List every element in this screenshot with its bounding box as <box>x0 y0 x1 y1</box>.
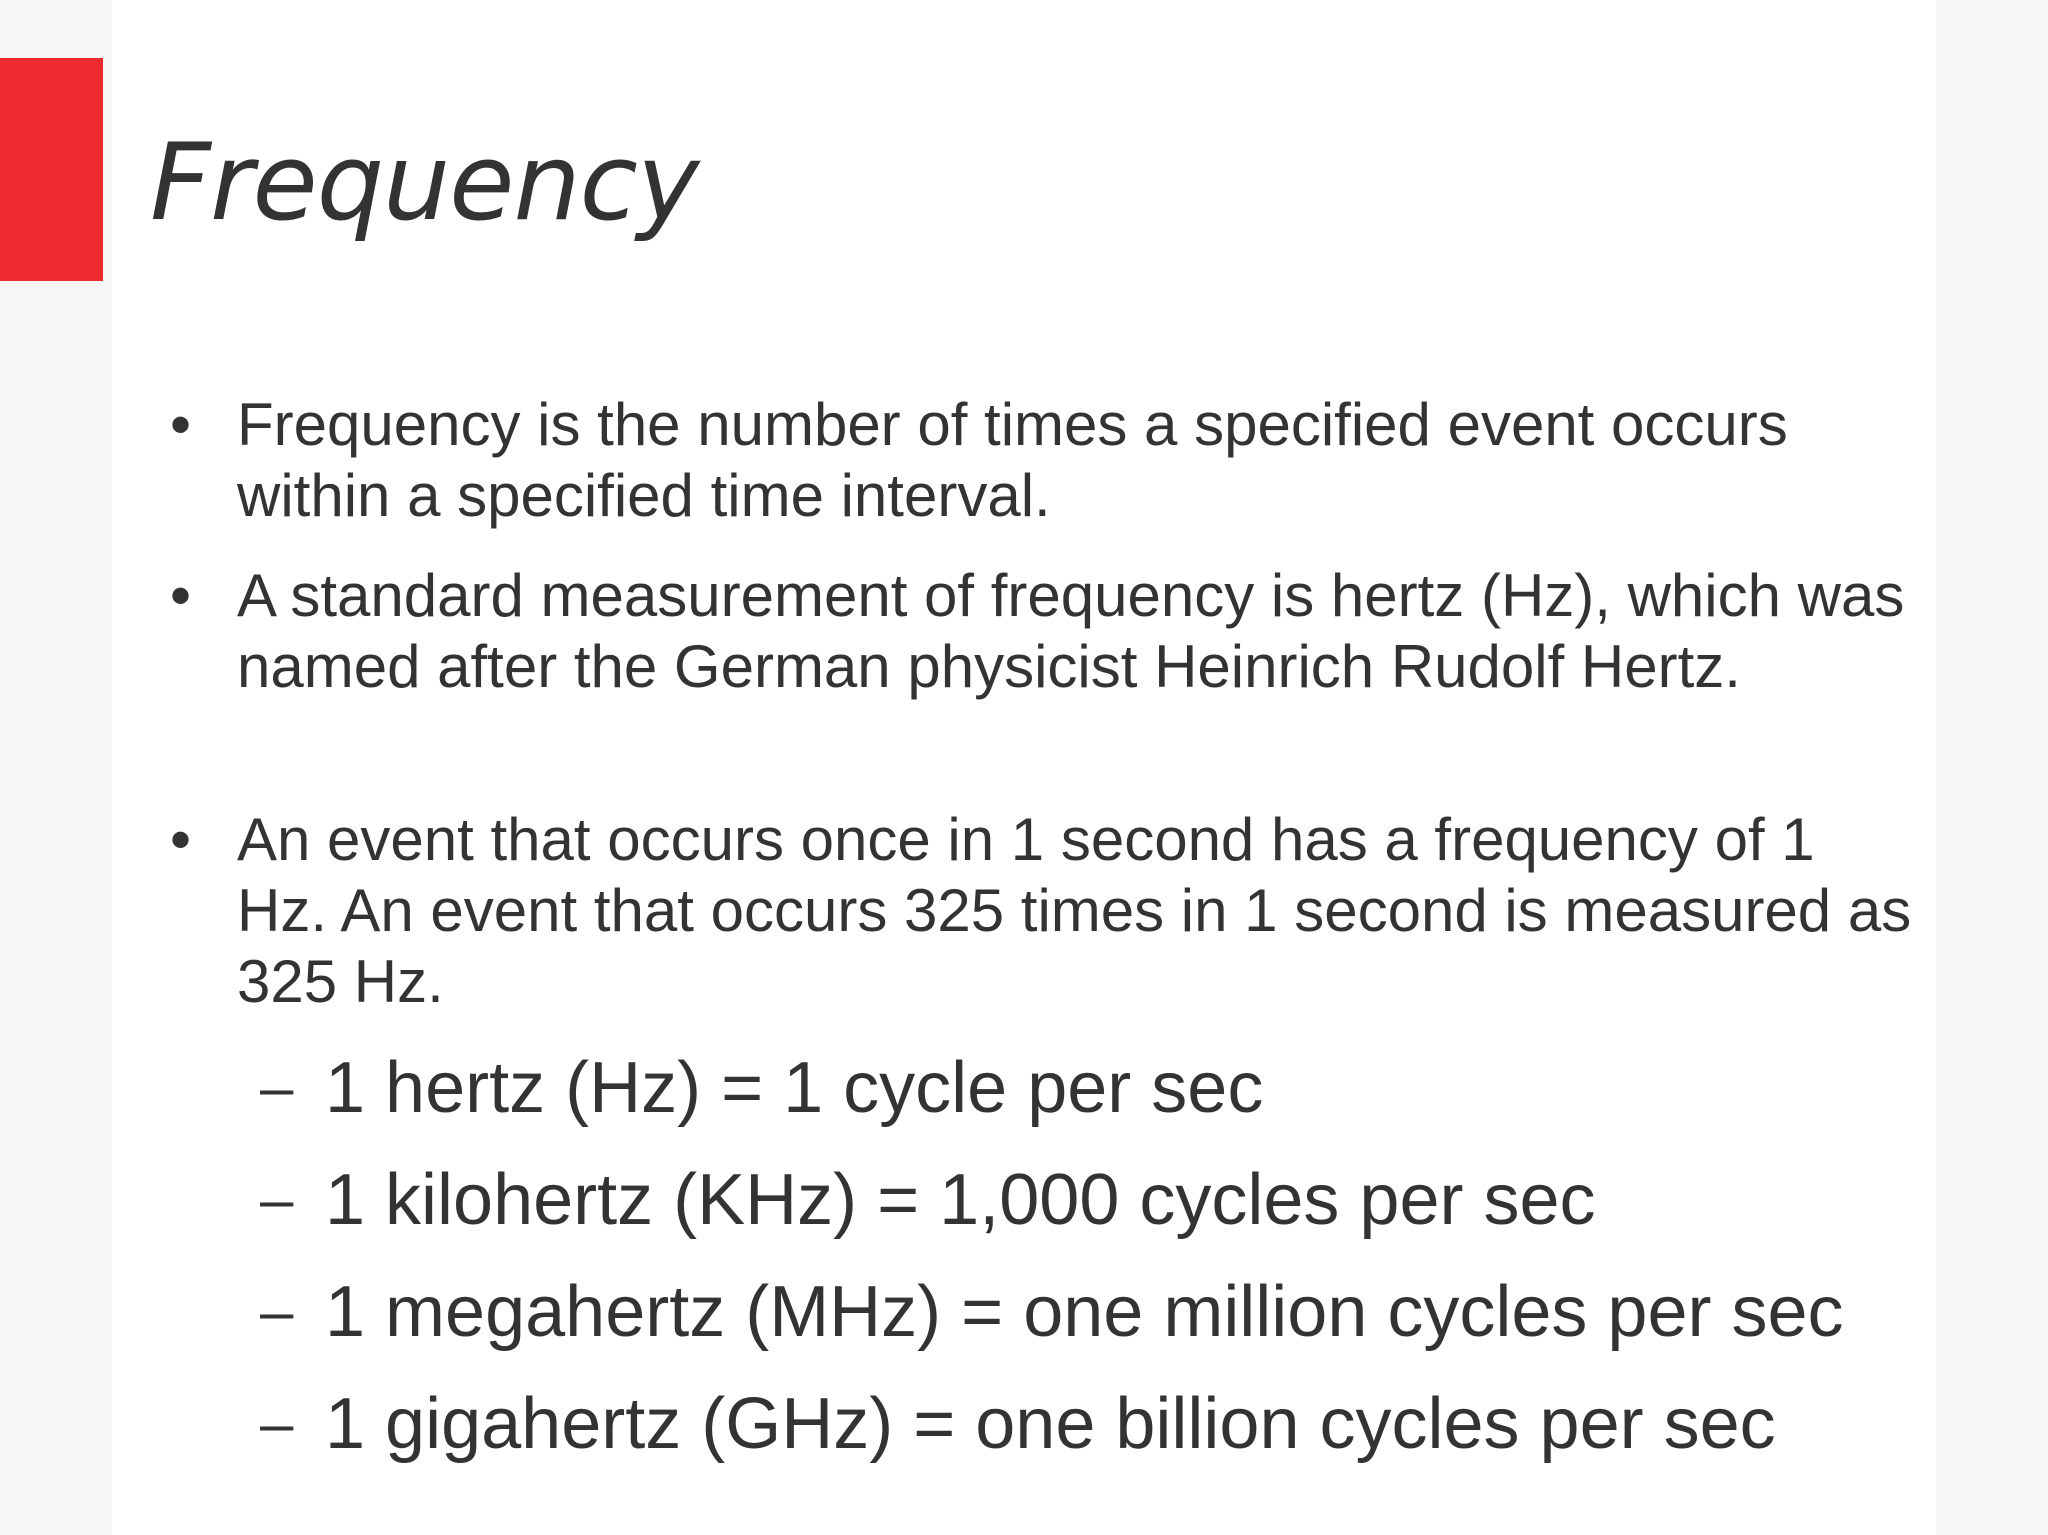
sub-bullet-marker: – <box>260 1278 294 1345</box>
sub-bullet-marker: – <box>260 1166 294 1233</box>
bullet-item-hertz: A standard measurement of frequency is hertz (Hz), which was named after the German physicist Heinrich Rudolf Hertz. <box>237 562 1905 700</box>
sub-bullet-marker: – <box>260 1054 294 1121</box>
sub-bullet-hertz: 1 hertz (Hz) = 1 cycle per sec <box>325 1048 1264 1128</box>
sub-bullet-kilohertz: 1 kilohertz (KHz) = 1,000 cycles per sec <box>325 1160 1596 1240</box>
sub-bullet-gigahertz: 1 gigahertz (GHz) = one billion cycles per sec <box>325 1384 1776 1464</box>
sub-bullet-megahertz: 1 megahertz (MHz) = one million cycles per sec <box>325 1272 1844 1352</box>
bullet-marker: • <box>170 391 192 458</box>
bullet-item-definition: Frequency is the number of times a specified event occurs within a specified time interval. <box>237 391 1788 529</box>
bullet-item-example: An event that occurs once in 1 second has a frequency of 1 Hz. An event that occurs 325 times in 1 second is measured as 325 Hz. <box>237 806 1912 1015</box>
sub-bullet-marker: – <box>260 1390 294 1457</box>
bullet-marker: • <box>170 562 192 629</box>
bullet-marker: • <box>170 806 192 873</box>
slide-title: Frequency <box>150 121 699 244</box>
